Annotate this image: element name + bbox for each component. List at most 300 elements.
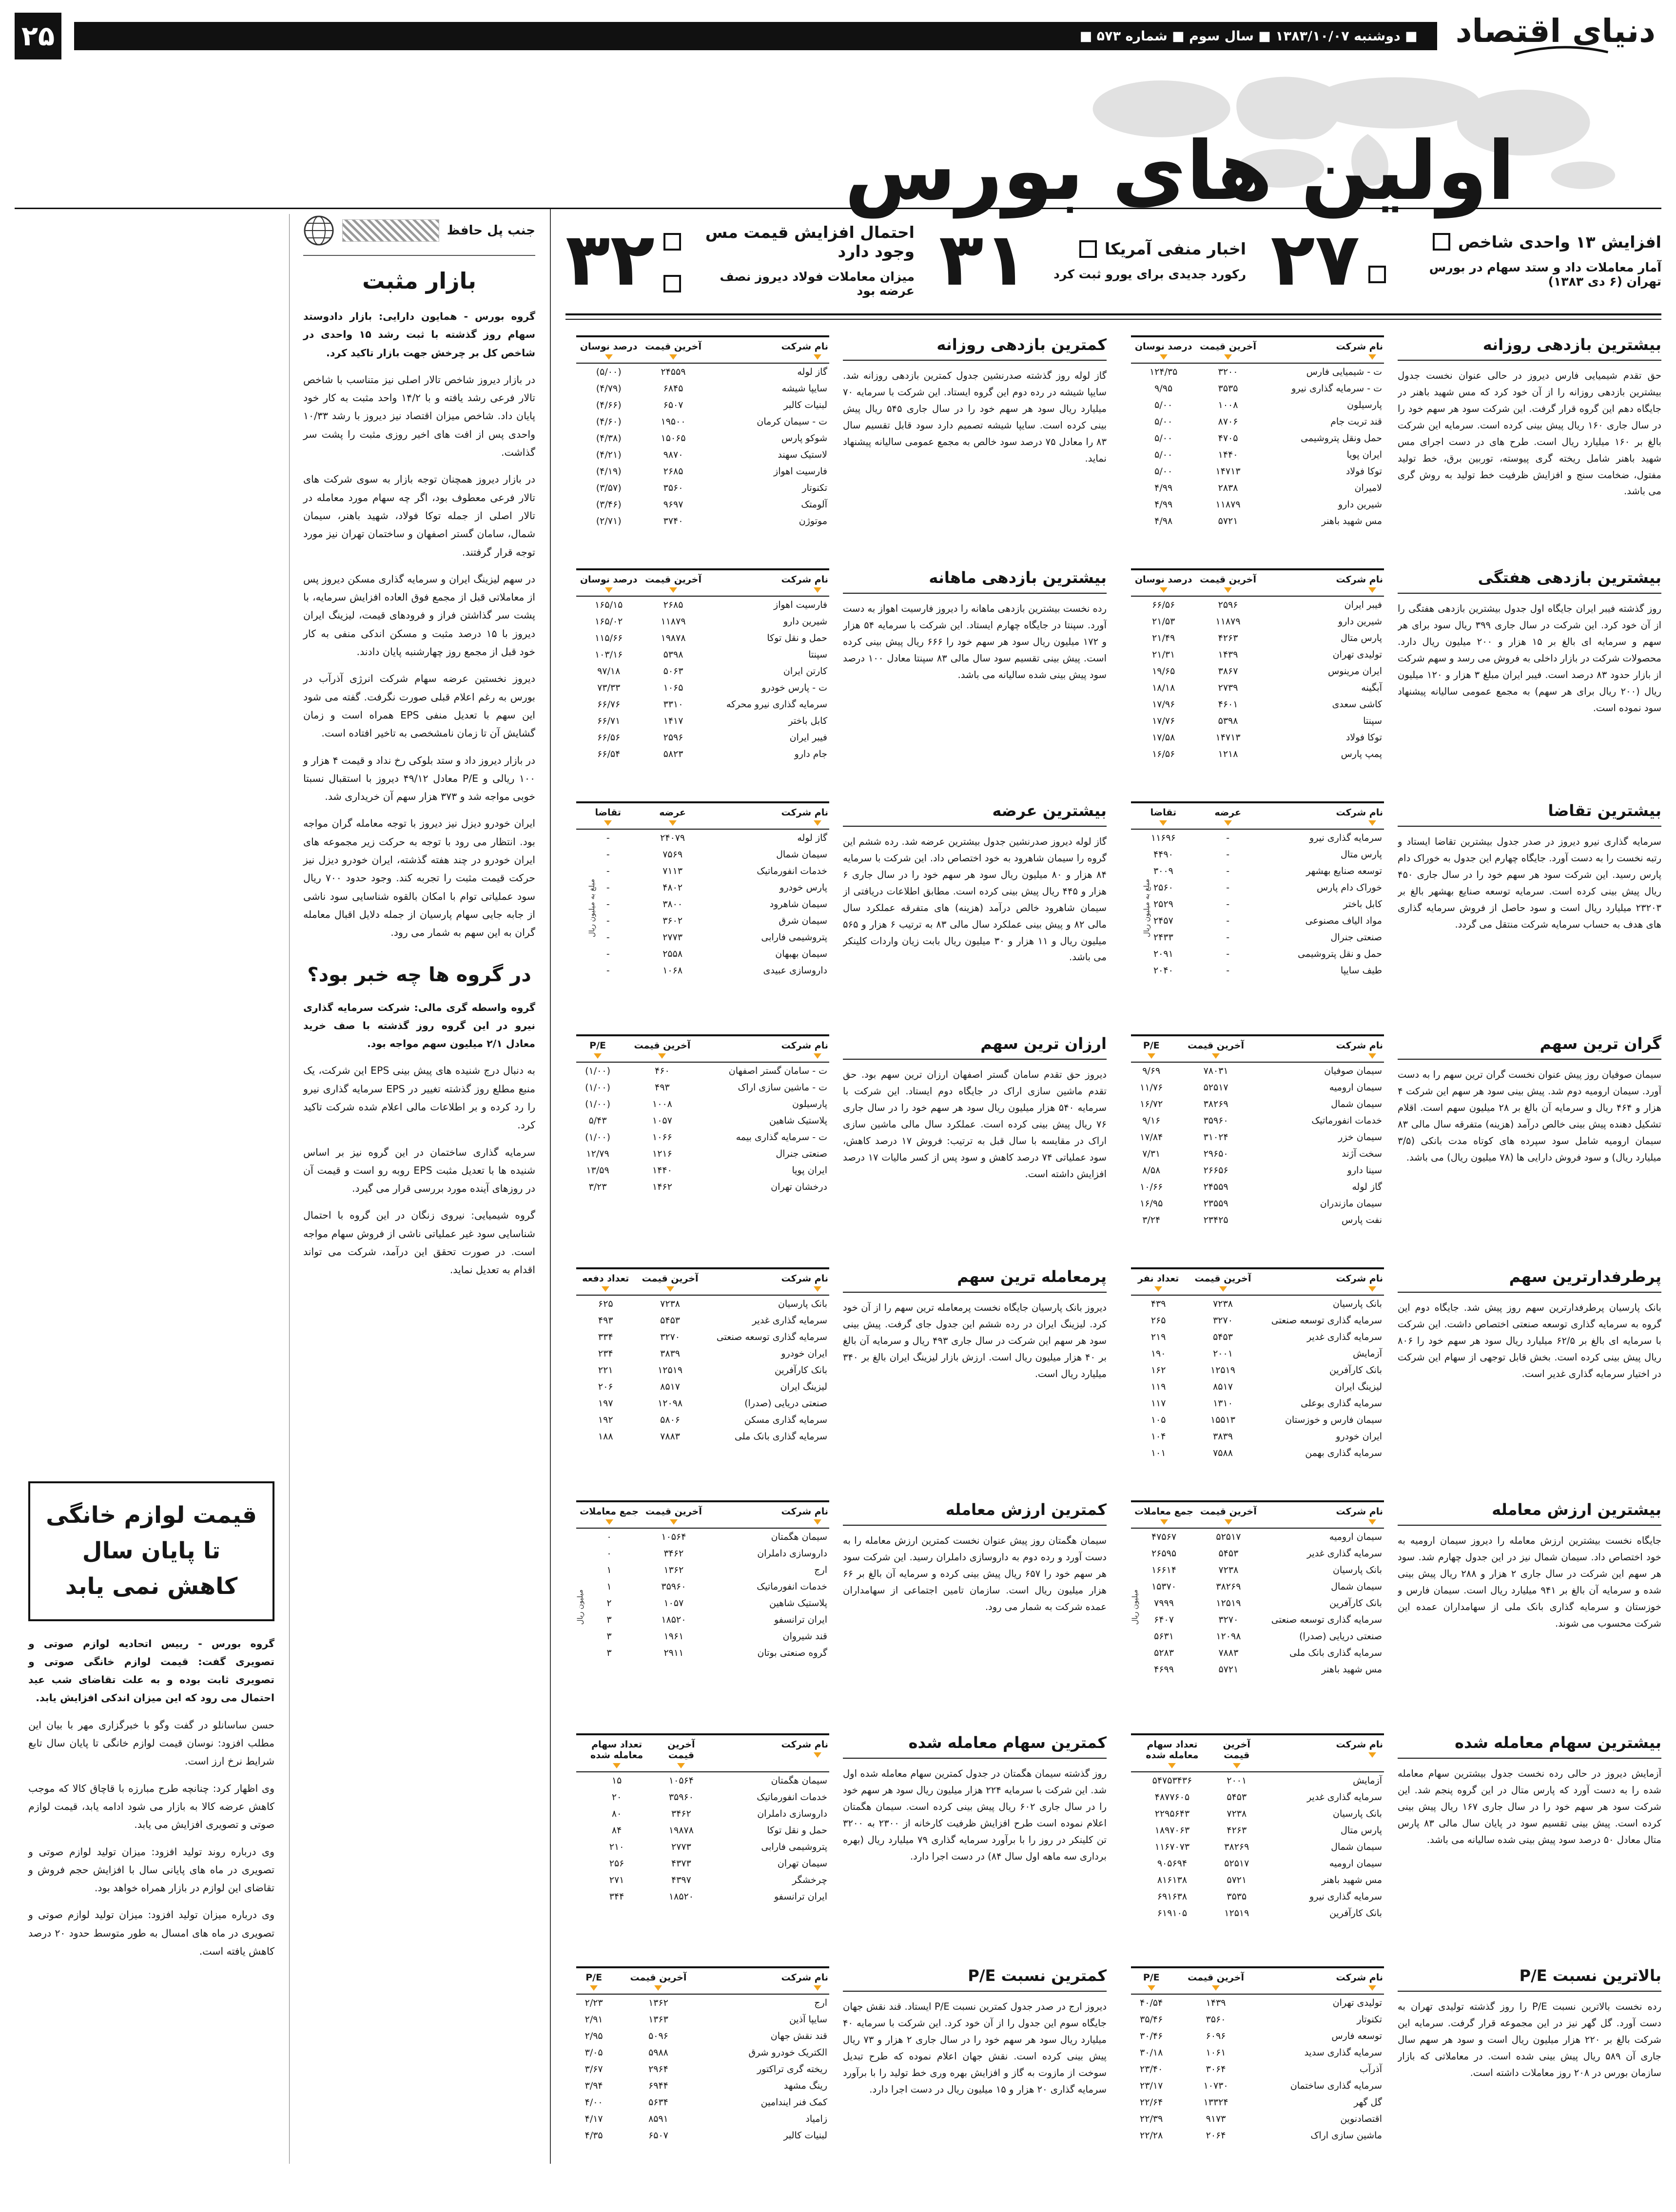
value-cell: ۱۰/۶۶ xyxy=(1140,1182,1163,1192)
table-row xyxy=(576,1628,829,1645)
value-cell: ۱۰۱ xyxy=(1150,1448,1166,1458)
table-row xyxy=(576,879,829,896)
value-cell: ۴۹۳ xyxy=(655,1082,670,1093)
value-cell: ۵/۰۰ xyxy=(1154,449,1173,460)
stocks-table-box xyxy=(1120,335,1384,563)
company-name: بانک کارآفرین xyxy=(1329,1908,1382,1919)
column-header xyxy=(576,802,640,829)
stocks-table xyxy=(576,1500,829,1661)
column-header-label: تعداد نفر xyxy=(1137,1273,1179,1284)
column-header-label: نام شرکت xyxy=(781,1506,828,1517)
sort-arrow-icon xyxy=(669,820,677,826)
band-most-popular-most-traded xyxy=(565,1267,1661,1494)
sort-arrow-icon xyxy=(1368,1053,1376,1059)
value-cell: ۱۲۵۱۹ xyxy=(1210,1365,1236,1376)
paragraph: قیمت لوازم خانگی xyxy=(46,1502,257,1529)
band-trade-value xyxy=(565,1500,1661,1727)
column-header-label: نام شرکت xyxy=(1336,1273,1383,1284)
company-name: سیمان هگمتان xyxy=(771,1532,827,1542)
company-name: سیمان ارومیه xyxy=(1329,1858,1382,1869)
value-cell: - xyxy=(1226,866,1230,876)
value-cell: ۳۸۳۹ xyxy=(1213,1431,1233,1442)
value-cell: ۵/۰۰ xyxy=(1154,416,1173,427)
sort-arrow-icon xyxy=(814,354,821,360)
company-name: سایپا آذین xyxy=(789,2014,827,2025)
value-cell: ۳/۲۳ xyxy=(588,1182,607,1192)
table-row xyxy=(1131,1905,1384,1921)
company-name: ارج xyxy=(814,1998,827,2008)
value-cell: (۴/۳۸) xyxy=(596,433,622,444)
value-cell: ۵۰۹۶ xyxy=(648,2031,668,2041)
company-name: کارتن ایران xyxy=(783,666,827,677)
company-name: پارس متال xyxy=(1341,633,1382,643)
value-cell: ۸/۵۸ xyxy=(1142,1165,1161,1176)
company-name: سرمایه گذاری بانک ملی xyxy=(1289,1648,1382,1658)
value-cell: ۳ xyxy=(606,1648,612,1658)
value-cell: ۶۶/۵۶ xyxy=(597,732,621,743)
table-row xyxy=(1131,1805,1384,1822)
value-cell: ۷۵۶۹ xyxy=(663,849,683,860)
value-cell: ۱۲۱۶ xyxy=(652,1148,672,1159)
value-cell: ۱۶/۹۵ xyxy=(1140,1198,1163,1209)
sort-arrow-icon xyxy=(1368,1985,1376,1991)
value-cell: ۳۲۷۰ xyxy=(660,1332,680,1342)
value-cell: ۶۹۱۶۳۸ xyxy=(1157,1891,1188,1902)
location-label: جنب پل حافظ xyxy=(447,223,535,238)
value-cell: ۹۱۷۳ xyxy=(1206,2114,1226,2124)
story-block xyxy=(1398,1034,1661,1261)
company-name: خدمات انفورماتیک xyxy=(757,1581,827,1592)
value-cell: ۱۸۹۷۰۶۳ xyxy=(1154,1825,1190,1836)
company-name: سیمان شاهرود xyxy=(769,899,827,910)
table-header-row xyxy=(1131,1734,1384,1772)
value-cell: ۱۲۵۱۹ xyxy=(658,1365,683,1376)
value-cell: - xyxy=(606,833,610,843)
table-row xyxy=(576,912,829,929)
value-cell: ۳۷۴۰ xyxy=(663,516,683,526)
company-name: ت - سامان گستر اصفهان xyxy=(728,1066,827,1076)
table-row xyxy=(1131,363,1384,380)
column-header-label: آخرین قیمت xyxy=(645,341,702,352)
column-header-label: تعداد سهام معامله شده xyxy=(590,1739,643,1761)
checkbox-mark-icon xyxy=(1079,240,1097,258)
story-block xyxy=(843,1034,1107,1261)
table-row xyxy=(1131,2028,1384,2044)
table-row xyxy=(576,1855,829,1872)
table-row xyxy=(576,1839,829,1855)
stocks-table-box xyxy=(565,1733,829,1960)
paragraph: تا پایان سال xyxy=(82,1537,221,1564)
value-cell: - xyxy=(606,849,610,860)
value-cell: ۲۰۹۱ xyxy=(1153,949,1173,959)
value-cell: ۱۶۲ xyxy=(1150,1365,1166,1376)
company-name: ماشین سازی اراک xyxy=(1310,2130,1382,2141)
column-header-label: نام شرکت xyxy=(781,807,828,818)
sort-arrow-icon xyxy=(670,1519,678,1525)
value-cell: ۳/۶۷ xyxy=(585,2064,603,2075)
date-line xyxy=(74,22,1437,50)
value-cell: ۱۱۸۷۹ xyxy=(1215,616,1241,627)
value-cell: ۷۲۳۸ xyxy=(660,1299,680,1309)
value-cell: ۲۲۱ xyxy=(598,1365,613,1376)
column-header-label: نام شرکت xyxy=(1336,807,1383,818)
company-name: سیمان هگمتان xyxy=(771,1775,827,1786)
headline-text: رکورد جدیدی برای یورو ثبت کرد xyxy=(1053,267,1247,281)
value-cell: ۰ xyxy=(606,1532,612,1542)
company-name: سیمان ارومیه xyxy=(1329,1532,1382,1542)
value-cell: ۲ xyxy=(606,1598,612,1609)
column-header-label: درصد نوسان xyxy=(1134,574,1192,585)
value-cell: ۱۵ xyxy=(611,1775,622,1786)
table-row xyxy=(576,1345,829,1362)
table-row xyxy=(576,446,829,463)
value-cell: - xyxy=(1226,849,1230,860)
headline-teaser xyxy=(565,217,915,303)
value-cell: ۳۵۹۶۰ xyxy=(1203,1115,1228,1126)
table-row xyxy=(576,1295,829,1312)
value-cell: ۱۴۳۹ xyxy=(1218,649,1238,660)
value-cell: ۱۳/۵۹ xyxy=(586,1165,609,1176)
company-name: فیبر ایران xyxy=(789,732,827,743)
table-row xyxy=(576,1805,829,1822)
sidebar xyxy=(28,209,551,2164)
value-cell: ۲۰۶ xyxy=(598,1381,613,1392)
table-row xyxy=(576,2011,829,2028)
stocks-table xyxy=(1131,1966,1384,2144)
sort-arrow-icon xyxy=(1160,587,1168,593)
article-body xyxy=(303,999,535,1280)
table-row xyxy=(1131,929,1384,946)
value-cell: ۱۰۷۳۰ xyxy=(1203,2080,1228,2091)
column-header-label: تقاضا xyxy=(595,807,621,818)
table-row xyxy=(1131,663,1384,679)
company-name: سرمایه گذاری نیرو محرکه xyxy=(726,699,827,710)
story-block xyxy=(843,801,1107,1028)
section-title: بیشترین تقاضا xyxy=(1398,801,1661,827)
company-name: توسعه فارس xyxy=(1331,2031,1382,2041)
sort-arrow-icon xyxy=(1224,587,1232,593)
sort-arrow-icon xyxy=(1368,820,1376,826)
company-name: لاستیک سهند xyxy=(778,449,827,460)
column-header xyxy=(641,336,705,363)
sidebar-appliance-column xyxy=(28,214,274,2164)
table-row xyxy=(1131,1994,1384,2011)
value-cell: ۳۵۳۵ xyxy=(1218,383,1238,394)
company-name: سپنتا xyxy=(808,649,827,660)
value-cell: (۴/۱۹) xyxy=(596,466,622,477)
company-name: سیمان شمال xyxy=(1331,1842,1382,1852)
column-header-label: آخرین قیمت xyxy=(667,1739,695,1761)
value-cell: ۵۳۹۸ xyxy=(663,649,683,660)
paragraph: گروه بورس - همایون دارایی: بازار دادوستد سهام روز گذشته با ثبت رشد ۱۵ واحدی در شاخص کل بر چرخش جهت بازار تاکید کرد. xyxy=(303,310,535,359)
company-name: سرمایه گذاری نیرو xyxy=(1309,833,1382,843)
table-row xyxy=(1131,1145,1384,1162)
value-cell: ۳۵۹۶۰ xyxy=(668,1792,694,1803)
appliance-article-body xyxy=(28,1635,274,1961)
table-row xyxy=(1131,1295,1384,1312)
table-row xyxy=(1131,1062,1384,1079)
company-name: سرمایه گذاری توسعه صنعتی xyxy=(716,1332,827,1342)
table-row xyxy=(576,846,829,863)
company-name: سرمایه گذاری غدیر xyxy=(1307,1792,1382,1803)
column-header xyxy=(705,1268,829,1295)
sort-arrow-icon xyxy=(1148,1985,1155,1991)
stocks-table xyxy=(1131,1733,1384,1921)
company-name: سیمان تهران xyxy=(777,1858,827,1869)
paragraph: گروه شیمیایی: نیروی زنگان در این گروه با احتمال شناسایی سود غیر عملیاتی ناشی از فروش سهام مواجه است. در صورت تحقق این درآمد، شرکت می تواند اقدام به تعدیل نماید. xyxy=(303,1209,535,1276)
value-cell: ۱۶/۷۲ xyxy=(1140,1099,1163,1109)
company-name: اقتصادنوین xyxy=(1340,2114,1382,2124)
company-name: کابل باختر xyxy=(1343,899,1382,910)
value-cell: ۲۹۶۵۰ xyxy=(1203,1148,1228,1159)
table-row xyxy=(1131,679,1384,696)
column-header xyxy=(1213,1734,1260,1772)
value-cell: ۵۴۵۳ xyxy=(1213,1332,1233,1342)
value-cell: ۱۷/۷۶ xyxy=(1152,716,1175,726)
newspaper-logo xyxy=(1450,12,1661,57)
company-name: سینا دارو xyxy=(1347,1165,1382,1176)
value-cell: ۵۷۲۱ xyxy=(1227,1875,1247,1885)
table-row xyxy=(1131,1872,1384,1888)
value-cell: ۶۶/۵۴ xyxy=(597,749,621,759)
stocks-table-box xyxy=(565,801,829,1028)
value-cell: ۹۷/۱۸ xyxy=(597,666,621,677)
section-body: دیروز ارج در صدر جدول کمترین نسبت P/E ایستاد. قند نقش جهان جایگاه سوم این جدول را از آن خود کرد. این شرکت با سرمایه ۴۰ میلیارد ریال سود هر سهم خود را در سال جاری ۲ هزار و ۷۳ ریال پیش بینی کرده است. نقش جهان اعلام نموده که طرح تبدیل سوخت از مازوت به گاز و افزایش بهره وری خط تولید را با برآورد سرمایه گذاری ۲۰ هزار و ۱۵ میلیون ریال در دست اجرا دارد. xyxy=(843,2001,1107,2095)
company-name: پلاستیک شاهین xyxy=(769,1115,827,1126)
value-cell: ۲۰ xyxy=(611,1792,622,1803)
value-cell: ۵۴۵۳ xyxy=(1227,1792,1247,1803)
globe-icon xyxy=(303,215,334,246)
company-name: سرمایه گذاری غدیر xyxy=(1307,1332,1382,1342)
value-cell: ۶۲۵ xyxy=(598,1299,613,1309)
company-name: کابل باختر xyxy=(788,716,827,726)
value-cell: ۲۳۵۵۹ xyxy=(1203,1198,1228,1209)
value-cell: (۱/۰۰) xyxy=(585,1099,611,1109)
value-cell: ۲۹۱۱ xyxy=(663,1648,684,1658)
column-header xyxy=(611,1967,705,1994)
table-row xyxy=(576,946,829,962)
company-name: پمپ پارس xyxy=(1341,749,1382,759)
table-row xyxy=(576,1645,829,1661)
value-cell: - xyxy=(606,965,610,976)
company-name: بانک کارآفرین xyxy=(774,1365,827,1376)
value-cell: ۱۹۷ xyxy=(598,1398,613,1409)
table-row xyxy=(1131,1096,1384,1112)
table-row xyxy=(1131,1345,1384,1362)
table-row xyxy=(576,1528,829,1545)
article-title: در گروه ها چه خبر بود؟ xyxy=(307,963,531,986)
value-cell: ۱۰۵۷ xyxy=(652,1115,672,1126)
table-row xyxy=(576,1994,829,2011)
sort-arrow-icon xyxy=(1168,1763,1176,1768)
table-row xyxy=(576,1888,829,1905)
value-cell: ۶۶/۷۱ xyxy=(597,716,621,726)
stocks-table-box xyxy=(1120,1034,1384,1261)
table-row xyxy=(576,1395,829,1412)
value-cell: ۱۹۲ xyxy=(598,1415,613,1425)
table-row xyxy=(1131,1611,1384,1628)
stocks-table-box xyxy=(565,1034,829,1261)
table-row xyxy=(1131,397,1384,413)
value-cell: ۴۰/۵۴ xyxy=(1140,1998,1163,2008)
company-name: قند تربت جام xyxy=(1330,416,1382,427)
value-cell: ۵۲۵۱۷ xyxy=(1224,1858,1249,1869)
value-cell: ۷۸۸۳ xyxy=(1218,1648,1239,1658)
column-header-label: درصد نوسان xyxy=(1134,341,1192,352)
company-name: ایران پویا xyxy=(1346,449,1382,460)
table-row xyxy=(1131,2127,1384,2144)
table-row xyxy=(576,1362,829,1378)
table-row xyxy=(1131,1822,1384,1839)
value-cell: ۳۳۱۰ xyxy=(663,699,683,710)
band-daily-returns xyxy=(565,335,1661,563)
unit-side-label: میلیون ریال xyxy=(576,1589,585,1625)
column-header xyxy=(576,1501,642,1528)
value-cell: ۳۰/۴۶ xyxy=(1140,2031,1163,2041)
value-cell: ۷۲۳۸ xyxy=(1218,1565,1239,1575)
value-cell: ۱۲۵۱۹ xyxy=(1216,1598,1241,1609)
sort-arrow-icon xyxy=(666,1286,674,1292)
company-name: پتروشیمی فارابی xyxy=(761,932,827,943)
column-header-label: آخرین قیمت xyxy=(634,1040,691,1051)
company-name: سیمان فارس و خوزستان xyxy=(1285,1415,1382,1425)
company-name: ت - سیمان کرمان xyxy=(757,416,827,427)
page-number-text: ۲۵ xyxy=(21,20,55,52)
company-name: لیزینگ ایران xyxy=(780,1381,827,1392)
table-row xyxy=(1131,513,1384,529)
table-row xyxy=(1131,1595,1384,1611)
company-name: حمل و نقل توکا xyxy=(767,633,827,643)
table-row xyxy=(576,2028,829,2044)
column-header-label: آخرین قیمت xyxy=(630,1972,687,1983)
value-cell: ۲۱۰ xyxy=(609,1842,624,1852)
value-cell: ۴۶۰ xyxy=(655,1066,670,1076)
story-block xyxy=(1398,1500,1661,1727)
value-cell: ۱۰۴ xyxy=(1150,1431,1166,1442)
column-header xyxy=(1260,802,1384,829)
value-cell: ۲۵۹۶ xyxy=(663,732,683,743)
company-name: بانک پارسیان xyxy=(1332,1565,1382,1575)
value-cell: ۳۰۰۹ xyxy=(1153,866,1173,876)
company-name: بانک پارسیان xyxy=(1332,1299,1382,1309)
column-header xyxy=(1186,1268,1260,1295)
section-title: کمترین سهام معامله شده xyxy=(843,1733,1107,1759)
value-cell: (۱/۰۰) xyxy=(585,1066,611,1076)
company-name: سرمایه گذاری غدیر xyxy=(1307,1548,1382,1559)
company-name: داروسازی داملران xyxy=(757,1808,827,1819)
table-row xyxy=(576,1179,829,1195)
company-name: سیمان خزر xyxy=(1338,1132,1382,1143)
sort-arrow-icon xyxy=(654,1985,662,1991)
value-cell: ۱۱۵/۶۶ xyxy=(594,633,623,643)
value-cell: ۳/۰۵ xyxy=(585,2047,603,2058)
value-cell: ۲۱/۳۱ xyxy=(1152,649,1175,660)
company-name: ایران مرینوس xyxy=(1327,666,1382,677)
company-name: طیف سایپا xyxy=(1340,965,1382,976)
section-body: بانک پارسیان پرطرفدارترین سهم روز پیش شد. جایگاه دوم این گروه به سرمایه گذاری توسعه صنعتی اختصاص داشت. این شرکت با سرمایه ای بالغ بر ۶۲/۵ میلیارد ریال سود هر سهم خود را ۸۰۶ ریال پیش بینی کرده است. بخش قابل توجهی از سهام این شرکت در اختیار سرمایه گذاری غدیر است. xyxy=(1398,1302,1661,1379)
page-number xyxy=(15,13,61,59)
table-row xyxy=(1131,430,1384,446)
table-header-row xyxy=(576,1268,829,1295)
company-name: سرمایه گذاری بوعلی xyxy=(1301,1398,1382,1409)
value-cell: ۵۸۰۶ xyxy=(660,1415,680,1425)
company-name: موتوژن xyxy=(799,516,827,526)
location-line xyxy=(303,215,535,246)
value-cell: ۱۱۹ xyxy=(1150,1381,1166,1392)
value-cell: ۱۰۵۶۴ xyxy=(668,1775,694,1786)
column-header-label: درصد نوسان xyxy=(580,341,638,352)
table-row xyxy=(1131,1329,1384,1345)
table-header-row xyxy=(1131,336,1384,363)
column-header xyxy=(1260,1035,1384,1062)
value-cell: ۲۶۵۹۵ xyxy=(1151,1548,1177,1559)
value-cell: ۴۳۷۳ xyxy=(671,1858,691,1869)
company-name: لیزینگ ایران xyxy=(1335,1381,1382,1392)
value-cell: (۱/۰۰) xyxy=(585,1082,611,1093)
value-cell: ۳۴۶۲ xyxy=(671,1808,691,1819)
value-cell: ۷۸۸۳ xyxy=(660,1431,680,1442)
company-name: خدمات انفورماتیک xyxy=(1311,1115,1382,1126)
value-cell: ۲۰۰۱ xyxy=(1213,1348,1233,1359)
company-name: سیمان شمال xyxy=(1331,1099,1382,1109)
story-block xyxy=(843,1733,1107,1960)
table-row xyxy=(1131,846,1384,863)
sort-arrow-icon xyxy=(604,820,612,826)
company-name: سپنتا xyxy=(1363,716,1382,726)
sort-arrow-icon xyxy=(590,1985,598,1991)
table-row xyxy=(576,1062,829,1079)
table-row xyxy=(1131,1212,1384,1228)
section-body: جایگاه نخست بیشترین ارزش معامله را دیروز سیمان ارومیه به خود اختصاص داد. سیمان شمال نیز در این جدول چهارم شد. سود هر سهم این شرکت در سال جاری ۲ هزار و ۲۸۸ ریال پیش بینی شده و سرمایه آن بالغ بر ۹۴۱ میلیارد ریال است. سیمان فارس و خوزستان و سرمایه گذاری بانک ملی از سهامداران عمده این شرکت محسوب می شوند. xyxy=(1398,1535,1661,1629)
table-row xyxy=(576,413,829,430)
table-row xyxy=(576,380,829,397)
value-cell: ۲۷۱ xyxy=(609,1875,624,1885)
column-header xyxy=(705,336,829,363)
value-cell: ۳۲۰۰ xyxy=(1218,367,1238,377)
value-cell: (۴/۷۹) xyxy=(596,383,622,394)
value-cell: ۲۴۵۵۹ xyxy=(661,367,686,377)
sort-arrow-icon xyxy=(1368,354,1376,360)
company-name: توکا فولاد xyxy=(1345,732,1382,743)
value-cell: ۲۱۹ xyxy=(1150,1332,1166,1342)
value-cell: ۵۸۲۳ xyxy=(663,749,683,759)
table-row xyxy=(1131,1855,1384,1872)
company-name: خدمات انفورماتیک xyxy=(757,866,827,876)
company-name: حمل و نقل پتروشیمی xyxy=(1298,949,1382,959)
value-cell: ۲۶۶۵۶ xyxy=(1203,1165,1228,1176)
column-header-label: جمع معاملات xyxy=(1134,1506,1193,1517)
sort-arrow-icon xyxy=(669,587,677,593)
company-name: قند نقش جهان xyxy=(770,2031,827,2041)
company-name: ارج xyxy=(814,1565,827,1575)
company-name: سیمان شمال xyxy=(776,849,827,860)
value-cell: ۹۰۵۶۹۴ xyxy=(1157,1858,1188,1869)
table-header-row xyxy=(1131,569,1384,596)
table-row xyxy=(1131,1428,1384,1445)
sort-arrow-icon xyxy=(814,1286,821,1292)
table-row xyxy=(1131,2111,1384,2127)
value-cell: ۱۰۶۱ xyxy=(1206,2047,1226,2058)
checkbox-mark-icon xyxy=(1368,266,1386,283)
value-cell: ۳۵۳۵ xyxy=(1227,1891,1247,1902)
value-cell: ۴۸۷۷۶۰۵ xyxy=(1154,1792,1190,1803)
value-cell: ۴/۹۹ xyxy=(1154,499,1173,510)
column-header-label: P/E xyxy=(589,1040,606,1051)
paragraph: به دنبال درج شنیده های پیش بینی EPS این شرکت، یک منبع مطلع روز گذشته تغییر در EPS سرمایه گذاری نیرو را رد کرده و بر اطلاعات مالی اعلام شده شرکت تاکید کرد. xyxy=(303,1065,535,1131)
company-name: داروسازی داملران xyxy=(757,1548,827,1559)
column-header-label: آخرین قیمت xyxy=(1194,1273,1251,1284)
table-row xyxy=(1131,829,1384,846)
